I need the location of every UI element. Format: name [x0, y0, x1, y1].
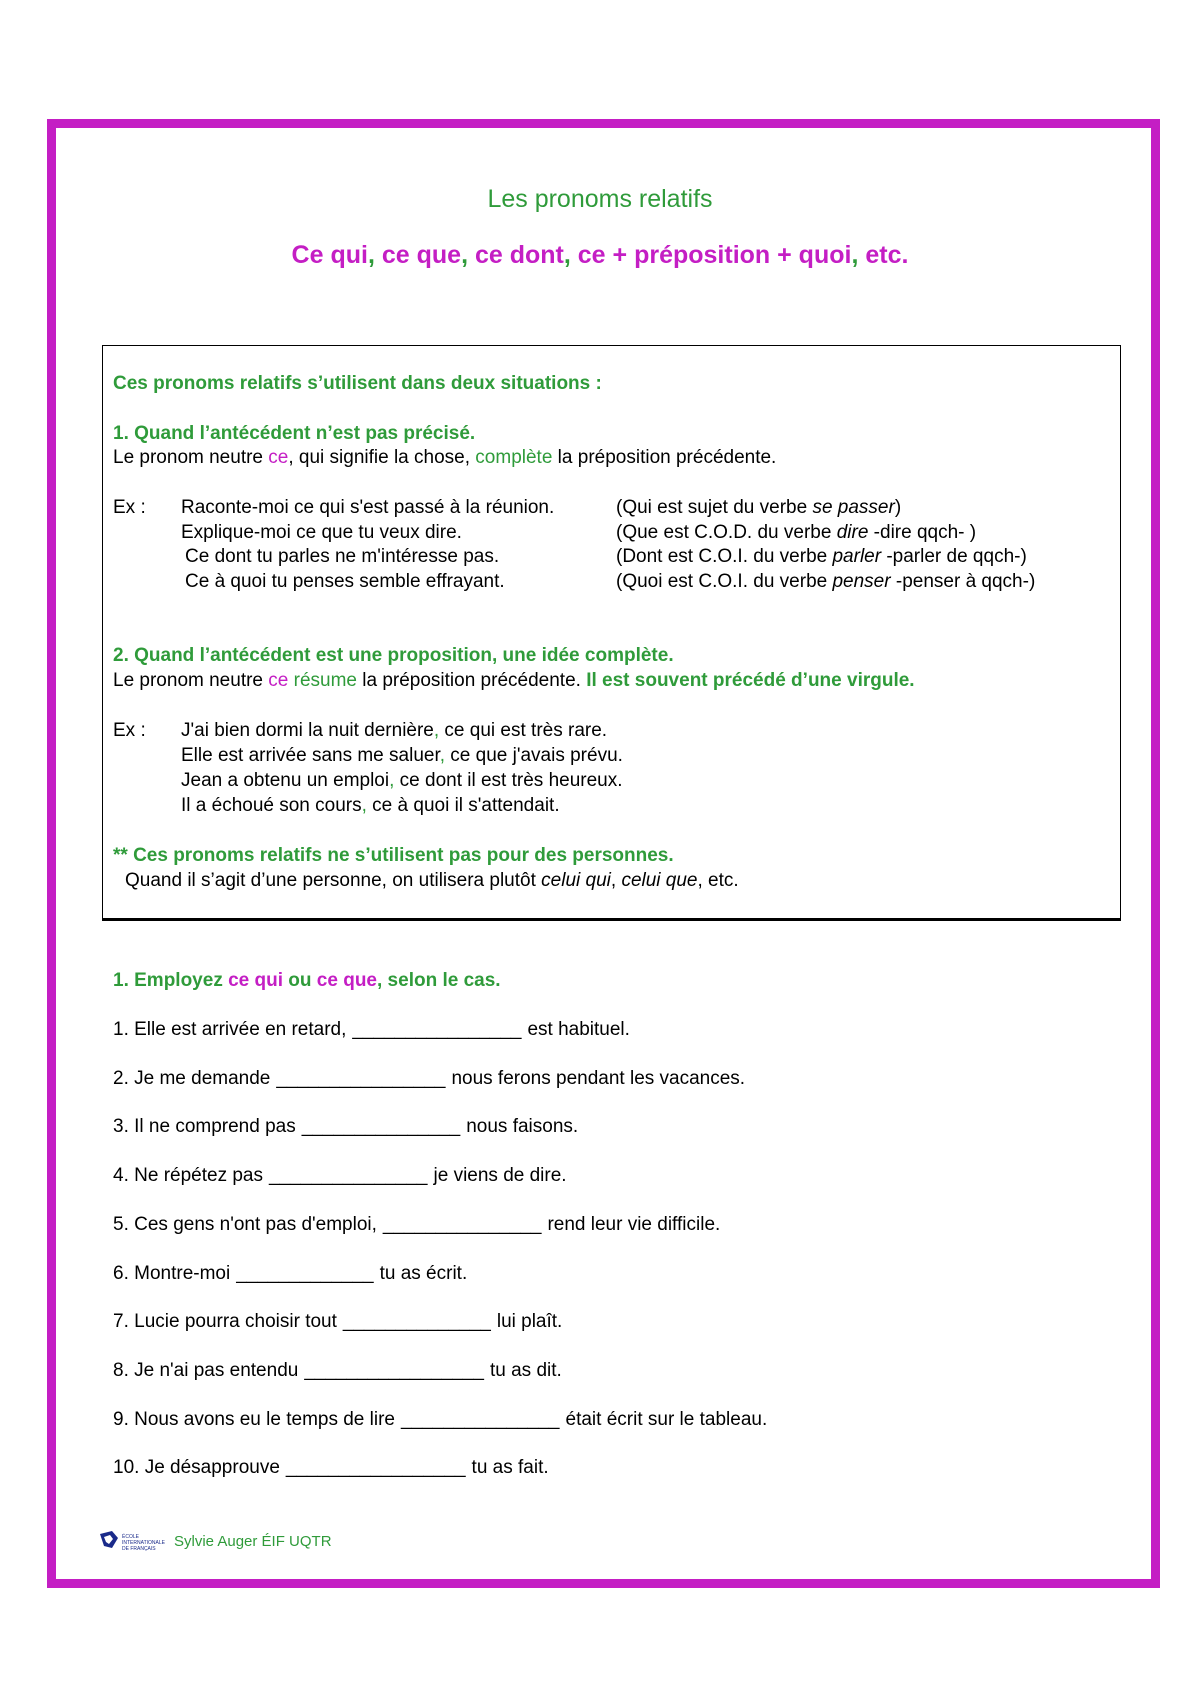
- page-subtitle: [0, 241, 1200, 270]
- example-sentence: Ce à quoi tu penses semble effrayant.: [185, 571, 505, 592]
- text-fragment: Le pronom neutre: [113, 670, 269, 691]
- answer-blank[interactable]: _______________: [268, 1165, 428, 1187]
- example-label-2: Ex :: [113, 720, 146, 741]
- subtitle-sep: ,: [851, 241, 866, 269]
- highlight-comma: ,: [439, 745, 446, 766]
- subtitle-ce-preposition-quoi: ce + préposition + quoi: [577, 241, 852, 269]
- text-fragment: la préposition précédente.: [356, 670, 587, 691]
- text-fragment: la préposition précédente.: [552, 447, 777, 468]
- exercise-text-before: 1. Elle est arrivée en retard,: [113, 1019, 347, 1040]
- exercise-item: [113, 1409, 767, 1431]
- exercise-text-after: nous ferons pendant les vacances.: [451, 1067, 746, 1089]
- exercise-text-after: est habituel.: [527, 1019, 630, 1040]
- text-fragment: ce qui est très rare.: [439, 720, 608, 741]
- subtitle-sep: ,: [461, 241, 475, 269]
- exercise-item: [113, 1019, 630, 1041]
- exercise-text-after: tu as fait.: [471, 1457, 549, 1479]
- subtitle-ce-que: ce que: [381, 241, 462, 269]
- exercise-text-before: 2. Je me demande: [113, 1067, 271, 1089]
- answer-blank[interactable]: _________________: [285, 1457, 466, 1479]
- highlight-ce-qui: ce qui: [228, 970, 284, 991]
- text-fragment: , etc.: [697, 870, 739, 891]
- highlight-comma: ,: [361, 795, 367, 816]
- subtitle-ce-dont: ce dont: [474, 241, 564, 269]
- italic-celui-que: celui que: [621, 870, 698, 891]
- situation-1-heading: 1. Quand l’antécédent n’est pas précisé.: [113, 423, 476, 444]
- example-sentence: Raconte-moi ce qui s'est passé à la réunion.: [181, 497, 555, 518]
- exercise-item: [113, 1360, 562, 1382]
- exercise-item: [113, 1214, 720, 1236]
- highlight-comma: ,: [389, 770, 395, 791]
- situation-2-heading: 2. Quand l’antécédent est une proposition, une idée complète.: [113, 645, 674, 666]
- situation-2-text: [113, 670, 915, 692]
- note-text: (Dont est C.O.I. du verbe: [616, 546, 833, 567]
- exercise-text-after: était écrit sur le tableau.: [565, 1408, 768, 1430]
- highlight-virgule: Il est souvent précédé d’une virgule.: [586, 670, 915, 691]
- exercise-item: [113, 1311, 562, 1333]
- exercise-item: [113, 1263, 467, 1285]
- text-fragment: ce que j'avais prévu.: [445, 745, 623, 766]
- text-fragment: Il a échoué son cours: [181, 795, 362, 816]
- example-sentence: [181, 795, 560, 817]
- subtitle-sep: ,: [563, 241, 578, 269]
- example-sentence: [181, 720, 607, 742]
- note-text: ): [894, 497, 902, 518]
- highlight-resume: résume: [288, 670, 357, 691]
- highlight-ce-que: ce que: [316, 970, 377, 991]
- exercise-text-before: 8. Je n'ai pas entendu: [113, 1359, 299, 1381]
- note-text: (Qui est sujet du verbe: [616, 497, 813, 518]
- text-fragment: ou: [283, 970, 317, 991]
- example-sentence: [181, 770, 623, 792]
- highlight-complete: complète: [475, 447, 553, 468]
- box-intro: Ces pronoms relatifs s’utilisent dans deux situations :: [113, 373, 602, 394]
- exercise-item: [113, 1165, 567, 1187]
- subtitle-etc: etc.: [865, 241, 909, 269]
- exercise-text-after: rend leur vie difficile.: [547, 1213, 721, 1235]
- text-fragment: , qui signifie la chose,: [288, 447, 476, 468]
- text-fragment: Le pronom neutre: [113, 447, 269, 468]
- example-note: [616, 522, 976, 544]
- note-text: [125, 870, 739, 892]
- answer-blank[interactable]: ________________: [276, 1067, 446, 1089]
- highlight-ce: ce: [268, 670, 289, 691]
- answer-blank[interactable]: _______________: [401, 1408, 560, 1430]
- logo-text: INTERNATIONALE: [122, 1540, 165, 1546]
- answer-blank[interactable]: _______________: [382, 1213, 542, 1235]
- footer-credit: Sylvie Auger ÉIF UQTR: [174, 1532, 332, 1550]
- text-fragment: , selon le cas.: [377, 970, 501, 991]
- answer-blank[interactable]: ______________: [342, 1311, 491, 1333]
- note-verb: parler: [832, 546, 882, 567]
- example-label-1: Ex :: [113, 497, 146, 518]
- example-sentence: Ce dont tu parles ne m'intéresse pas.: [185, 546, 500, 567]
- footer: [98, 1528, 332, 1554]
- exercise-text-after: tu as dit.: [489, 1359, 562, 1381]
- logo-text: ÉCOLE: [122, 1534, 139, 1540]
- exercise-item: [113, 1457, 549, 1479]
- page-title: Les pronoms relatifs: [487, 185, 713, 213]
- note-verb: penser: [832, 571, 891, 592]
- text-fragment: Jean a obtenu un emploi: [181, 770, 390, 791]
- exercise-text-before: 3. Il ne comprend pas: [113, 1116, 296, 1138]
- situation-1-text: [113, 447, 776, 469]
- exercise-item: [113, 1116, 578, 1138]
- text-fragment: ce dont il est très heureux.: [394, 770, 623, 791]
- example-sentence: [181, 745, 623, 767]
- exercise-heading: [113, 970, 501, 992]
- exercise-text-before: 10. Je désapprouve: [113, 1457, 280, 1479]
- text-fragment: Elle est arrivée sans me saluer: [181, 745, 440, 766]
- answer-blank[interactable]: _______________: [301, 1116, 461, 1138]
- exercise-text-before: 6. Montre-moi: [113, 1262, 231, 1284]
- text-fragment: J'ai bien dormi la nuit dernière: [181, 720, 434, 741]
- note-text: -dire qqch- ): [868, 522, 977, 543]
- subtitle-sep: ,: [367, 241, 382, 269]
- subtitle-ce-qui: Ce qui: [291, 241, 368, 269]
- exercise-text-before: 4. Ne répétez pas: [113, 1165, 263, 1187]
- text-fragment: 1. Employez: [113, 970, 229, 991]
- example-sentence: Explique-moi ce que tu veux dire.: [181, 522, 462, 543]
- example-note: [616, 497, 901, 519]
- note-text: -penser à qqch-): [890, 571, 1036, 592]
- exercise-text-after: nous faisons.: [466, 1116, 579, 1138]
- exercise-text-after: je viens de dire.: [433, 1165, 567, 1187]
- exercise-text-after: lui plaît.: [496, 1311, 563, 1333]
- note-text: (Quoi est C.O.I. du verbe: [616, 571, 833, 592]
- school-logo: [98, 1528, 168, 1554]
- note-verb: dire: [836, 522, 869, 543]
- example-note: [616, 546, 1027, 568]
- text-fragment: ,: [610, 870, 622, 891]
- note-text: -parler de qqch-): [881, 546, 1027, 567]
- exercise-item: [113, 1068, 745, 1090]
- answer-blank[interactable]: _____________: [236, 1262, 374, 1284]
- highlight-comma: ,: [433, 720, 440, 741]
- highlight-ce: ce: [268, 447, 289, 468]
- text-fragment: ce à quoi il s'attendait.: [366, 795, 560, 816]
- logo-text: DE FRANÇAIS: [122, 1546, 156, 1552]
- text-fragment: Quand il s’agit d’une personne, on utilisera plutôt: [125, 870, 542, 891]
- exercise-text-before: 5. Ces gens n'ont pas d'emploi,: [113, 1213, 377, 1235]
- exercise-text-after: tu as écrit.: [379, 1262, 468, 1284]
- note-verb: se passer: [812, 497, 895, 518]
- italic-celui-qui: celui qui: [541, 870, 611, 891]
- note-heading: ** Ces pronoms relatifs ne s’utilisent pas pour des personnes.: [113, 845, 674, 866]
- exercise-text-before: 9. Nous avons eu le temps de lire: [113, 1408, 395, 1430]
- answer-blank[interactable]: _________________: [304, 1359, 484, 1381]
- example-note: [616, 571, 1035, 593]
- exercise-text-before: 7. Lucie pourra choisir tout: [113, 1311, 337, 1333]
- note-text: (Que est C.O.D. du verbe: [616, 522, 837, 543]
- answer-blank[interactable]: ________________: [352, 1019, 522, 1040]
